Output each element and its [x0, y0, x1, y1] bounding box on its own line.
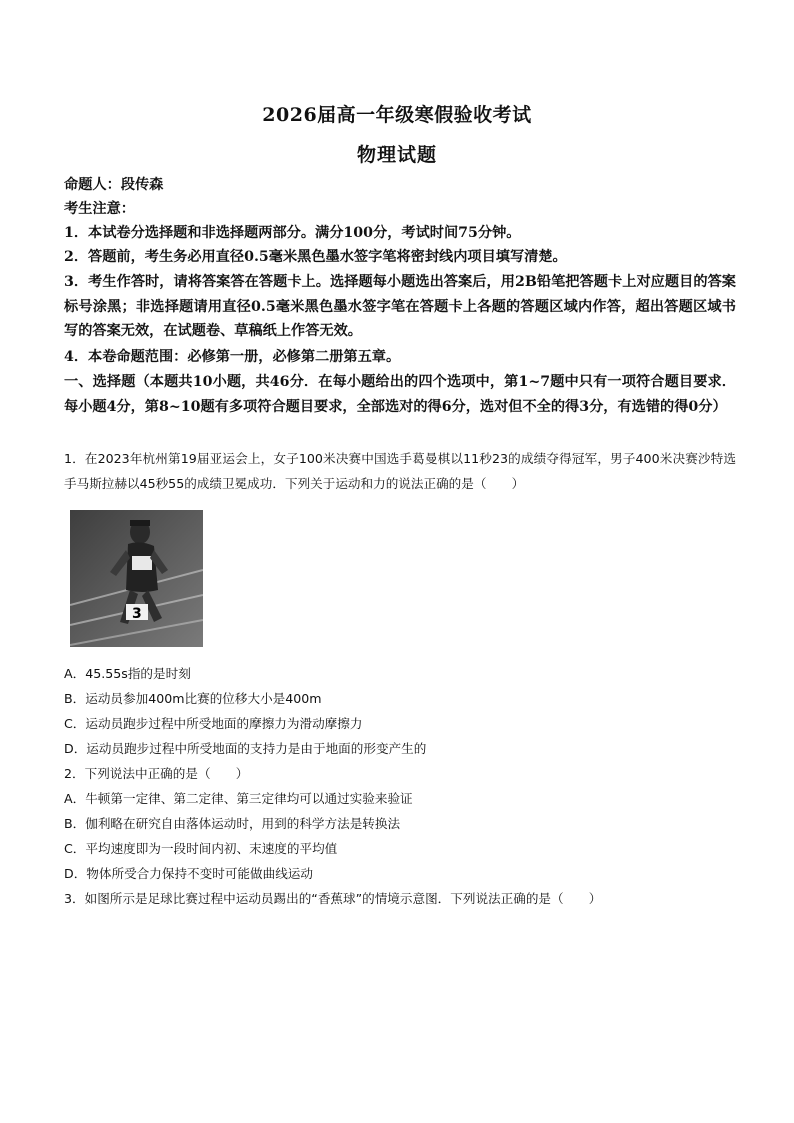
question-1-stem: 1．在2023年杭州第19届亚运会上，女子100米决赛中国选手葛曼棋以11秒23的成绩夺得冠军，男子400米决赛沙特选手马斯拉赫以45秒55的成绩卫冕成功．下列关于运动和力的说法正确的是（ ）	[64, 451, 736, 491]
notice-heading: 考生注意：	[64, 201, 135, 217]
question-1-option-b: B．运动员参加400m比赛的位移大小是400m	[64, 691, 322, 706]
question-2-option-d: D．物体所受合力保持不变时可能做曲线运动	[64, 866, 313, 881]
question-2-option-b: B．伽利略在研究自由落体运动时，用到的科学方法是转换法	[64, 816, 401, 831]
question-2-stem: 2．下列说法中正确的是（ ）	[64, 766, 249, 781]
question-2-option-a: A．牛顿第一定律、第二定律、第三定律均可以通过实验来验证	[64, 791, 413, 806]
author-line: 命题人：段传森	[64, 177, 164, 193]
question-2-option-c: C．平均速度即为一段时间内初、末速度的平均值	[64, 841, 338, 856]
question-3-stem: 3．如图所示是足球比赛过程中运动员踢出的“香蕉球”的情境示意图．下列说法正确的是（ ）	[64, 891, 602, 906]
exam-title: 2026届高一年级寒假验收考试	[262, 104, 532, 126]
question-1-option-a: A．45.55s指的是时刻	[64, 666, 191, 681]
question-1-option-d: D．运动员跑步过程中所受地面的支持力是由于地面的形变产生的	[64, 741, 427, 756]
notice-2: 2．答题前，考生务必用直径0.5毫米黑色墨水签字笔将密封线内项目填写清楚。	[64, 249, 567, 265]
runner-photo	[70, 510, 203, 647]
notice-3: 3．考生作答时，请将答案答在答题卡上。选择题每小题选出答案后，用2B铅笔把答题卡上对应题目的答案标号涂黑；非选择题请用直径0.5毫米黑色墨水签字笔在答题卡上各题的答题区域内作答，超出答题区域书写的答案无效，在试题卷、草稿纸上作答无效。	[64, 274, 736, 339]
bib-number: 3	[132, 606, 142, 622]
runner-illustration	[70, 510, 203, 647]
section-heading: 一、选择题（本题共10小题，共46分．在每小题给出的四个选项中，第1~7题中只有一项符合题目要求．每小题4分，第8~10题有多项符合题目要求，全部选对的得6分，选对但不全的得3分，有选错的得0分）	[64, 374, 736, 415]
exam-subject: 物理试题	[356, 144, 437, 166]
question-1-option-c: C．运动员跑步过程中所受地面的摩擦力为滑动摩擦力	[64, 716, 363, 731]
notice-4: 4．本卷命题范围：必修第一册，必修第二册第五章。	[64, 349, 401, 365]
notice-1: 1．本试卷分选择题和非选择题两部分。满分100分，考试时间75分钟。	[64, 225, 521, 241]
